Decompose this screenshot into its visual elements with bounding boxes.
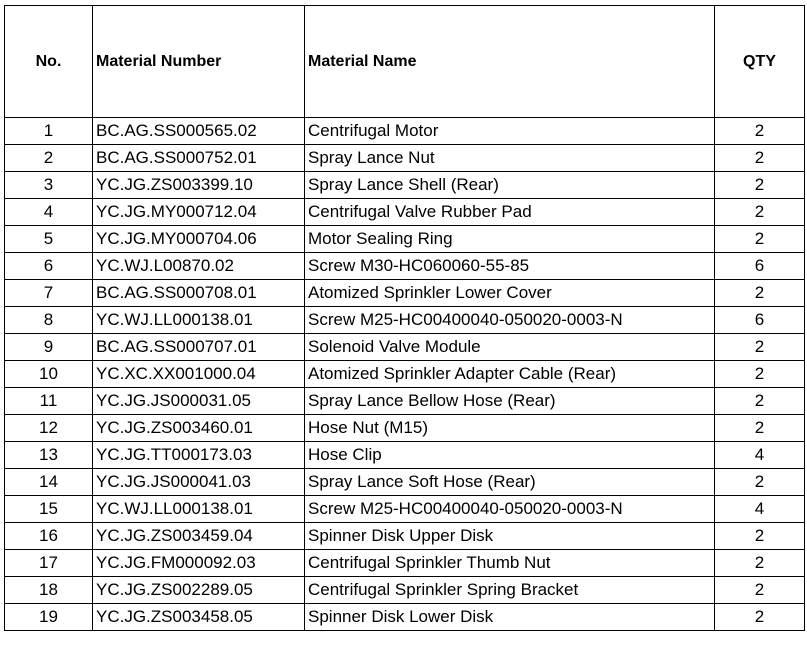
cell-no: 5 — [5, 226, 93, 253]
cell-material-number: YC.JG.MY000704.06 — [93, 226, 305, 253]
cell-material-name: Spray Lance Shell (Rear) — [305, 172, 715, 199]
cell-qty: 2 — [715, 577, 805, 604]
cell-material-number: YC.WJ.LL000138.01 — [93, 307, 305, 334]
table-row — [5, 523, 805, 550]
cell-qty: 2 — [715, 415, 805, 442]
cell-no: 8 — [5, 307, 93, 334]
cell-qty: 2 — [715, 280, 805, 307]
table-row — [5, 361, 805, 388]
cell-qty: 2 — [715, 145, 805, 172]
cell-qty: 2 — [715, 550, 805, 577]
cell-material-name: Spray Lance Nut — [305, 145, 715, 172]
cell-qty: 2 — [715, 334, 805, 361]
cell-material-number: YC.JG.ZS002289.05 — [93, 577, 305, 604]
cell-no: 3 — [5, 172, 93, 199]
cell-no: 18 — [5, 577, 93, 604]
cell-material-number: YC.JG.JS000041.03 — [93, 469, 305, 496]
header-row — [5, 6, 805, 118]
cell-material-name: Screw M25-HC00400040-050020-0003-N — [305, 307, 715, 334]
cell-material-name: Centrifugal Sprinkler Spring Bracket — [305, 577, 715, 604]
cell-material-name: Motor Sealing Ring — [305, 226, 715, 253]
cell-no: 1 — [5, 118, 93, 145]
cell-qty: 2 — [715, 172, 805, 199]
cell-no: 6 — [5, 253, 93, 280]
cell-material-name: Solenoid Valve Module — [305, 334, 715, 361]
header-no: No. — [5, 6, 93, 118]
cell-qty: 2 — [715, 226, 805, 253]
cell-no: 12 — [5, 415, 93, 442]
table-row — [5, 388, 805, 415]
cell-material-name: Centrifugal Motor — [305, 118, 715, 145]
cell-material-number: BC.AG.SS000752.01 — [93, 145, 305, 172]
cell-qty: 2 — [715, 361, 805, 388]
cell-qty: 4 — [715, 496, 805, 523]
cell-material-number: BC.AG.SS000565.02 — [93, 118, 305, 145]
table-row — [5, 307, 805, 334]
cell-material-name: Spinner Disk Lower Disk — [305, 604, 715, 631]
cell-material-number: YC.WJ.LL000138.01 — [93, 496, 305, 523]
cell-material-number: BC.AG.SS000707.01 — [93, 334, 305, 361]
header-material-number: Material Number — [93, 6, 305, 118]
cell-material-number: YC.JG.ZS003459.04 — [93, 523, 305, 550]
header-material-name: Material Name — [305, 6, 715, 118]
cell-material-name: Hose Nut (M15) — [305, 415, 715, 442]
cell-no: 2 — [5, 145, 93, 172]
cell-no: 10 — [5, 361, 93, 388]
table-row — [5, 604, 805, 631]
cell-no: 14 — [5, 469, 93, 496]
cell-no: 9 — [5, 334, 93, 361]
cell-material-name: Spray Lance Soft Hose (Rear) — [305, 469, 715, 496]
cell-material-number: YC.JG.MY000712.04 — [93, 199, 305, 226]
cell-qty: 6 — [715, 307, 805, 334]
cell-qty: 4 — [715, 442, 805, 469]
cell-material-name: Centrifugal Valve Rubber Pad — [305, 199, 715, 226]
cell-material-number: YC.JG.ZS003460.01 — [93, 415, 305, 442]
cell-material-number: YC.JG.FM000092.03 — [93, 550, 305, 577]
cell-material-number: YC.XC.XX001000.04 — [93, 361, 305, 388]
cell-no: 7 — [5, 280, 93, 307]
table-row — [5, 415, 805, 442]
table-row — [5, 550, 805, 577]
cell-qty: 2 — [715, 199, 805, 226]
cell-material-number: YC.JG.ZS003399.10 — [93, 172, 305, 199]
cell-material-name: Atomized Sprinkler Lower Cover — [305, 280, 715, 307]
cell-qty: 2 — [715, 388, 805, 415]
table-row — [5, 469, 805, 496]
table-row — [5, 226, 805, 253]
cell-material-name: Screw M30-HC060060-55-85 — [305, 253, 715, 280]
cell-material-name: Screw M25-HC00400040-050020-0003-N — [305, 496, 715, 523]
cell-qty: 2 — [715, 523, 805, 550]
cell-no: 13 — [5, 442, 93, 469]
cell-material-number: YC.WJ.L00870.02 — [93, 253, 305, 280]
table-row — [5, 199, 805, 226]
parts-table — [4, 5, 805, 631]
header-qty: QTY — [715, 6, 805, 118]
table-row — [5, 145, 805, 172]
table-row — [5, 334, 805, 361]
table-body — [5, 118, 805, 631]
cell-material-name: Atomized Sprinkler Adapter Cable (Rear) — [305, 361, 715, 388]
cell-qty: 2 — [715, 118, 805, 145]
table-row — [5, 442, 805, 469]
cell-material-name: Spinner Disk Upper Disk — [305, 523, 715, 550]
cell-no: 11 — [5, 388, 93, 415]
cell-qty: 2 — [715, 469, 805, 496]
cell-qty: 6 — [715, 253, 805, 280]
cell-no: 15 — [5, 496, 93, 523]
cell-material-name: Spray Lance Bellow Hose (Rear) — [305, 388, 715, 415]
cell-material-name: Hose Clip — [305, 442, 715, 469]
table-row — [5, 496, 805, 523]
cell-no: 19 — [5, 604, 93, 631]
table-row — [5, 280, 805, 307]
cell-material-number: YC.JG.JS000031.05 — [93, 388, 305, 415]
cell-material-number: YC.JG.TT000173.03 — [93, 442, 305, 469]
cell-material-number: YC.JG.ZS003458.05 — [93, 604, 305, 631]
cell-qty: 2 — [715, 604, 805, 631]
cell-no: 4 — [5, 199, 93, 226]
cell-no: 16 — [5, 523, 93, 550]
table-row — [5, 172, 805, 199]
table-row — [5, 118, 805, 145]
table-row — [5, 253, 805, 280]
cell-material-name: Centrifugal Sprinkler Thumb Nut — [305, 550, 715, 577]
cell-material-number: BC.AG.SS000708.01 — [93, 280, 305, 307]
table-row — [5, 577, 805, 604]
cell-no: 17 — [5, 550, 93, 577]
